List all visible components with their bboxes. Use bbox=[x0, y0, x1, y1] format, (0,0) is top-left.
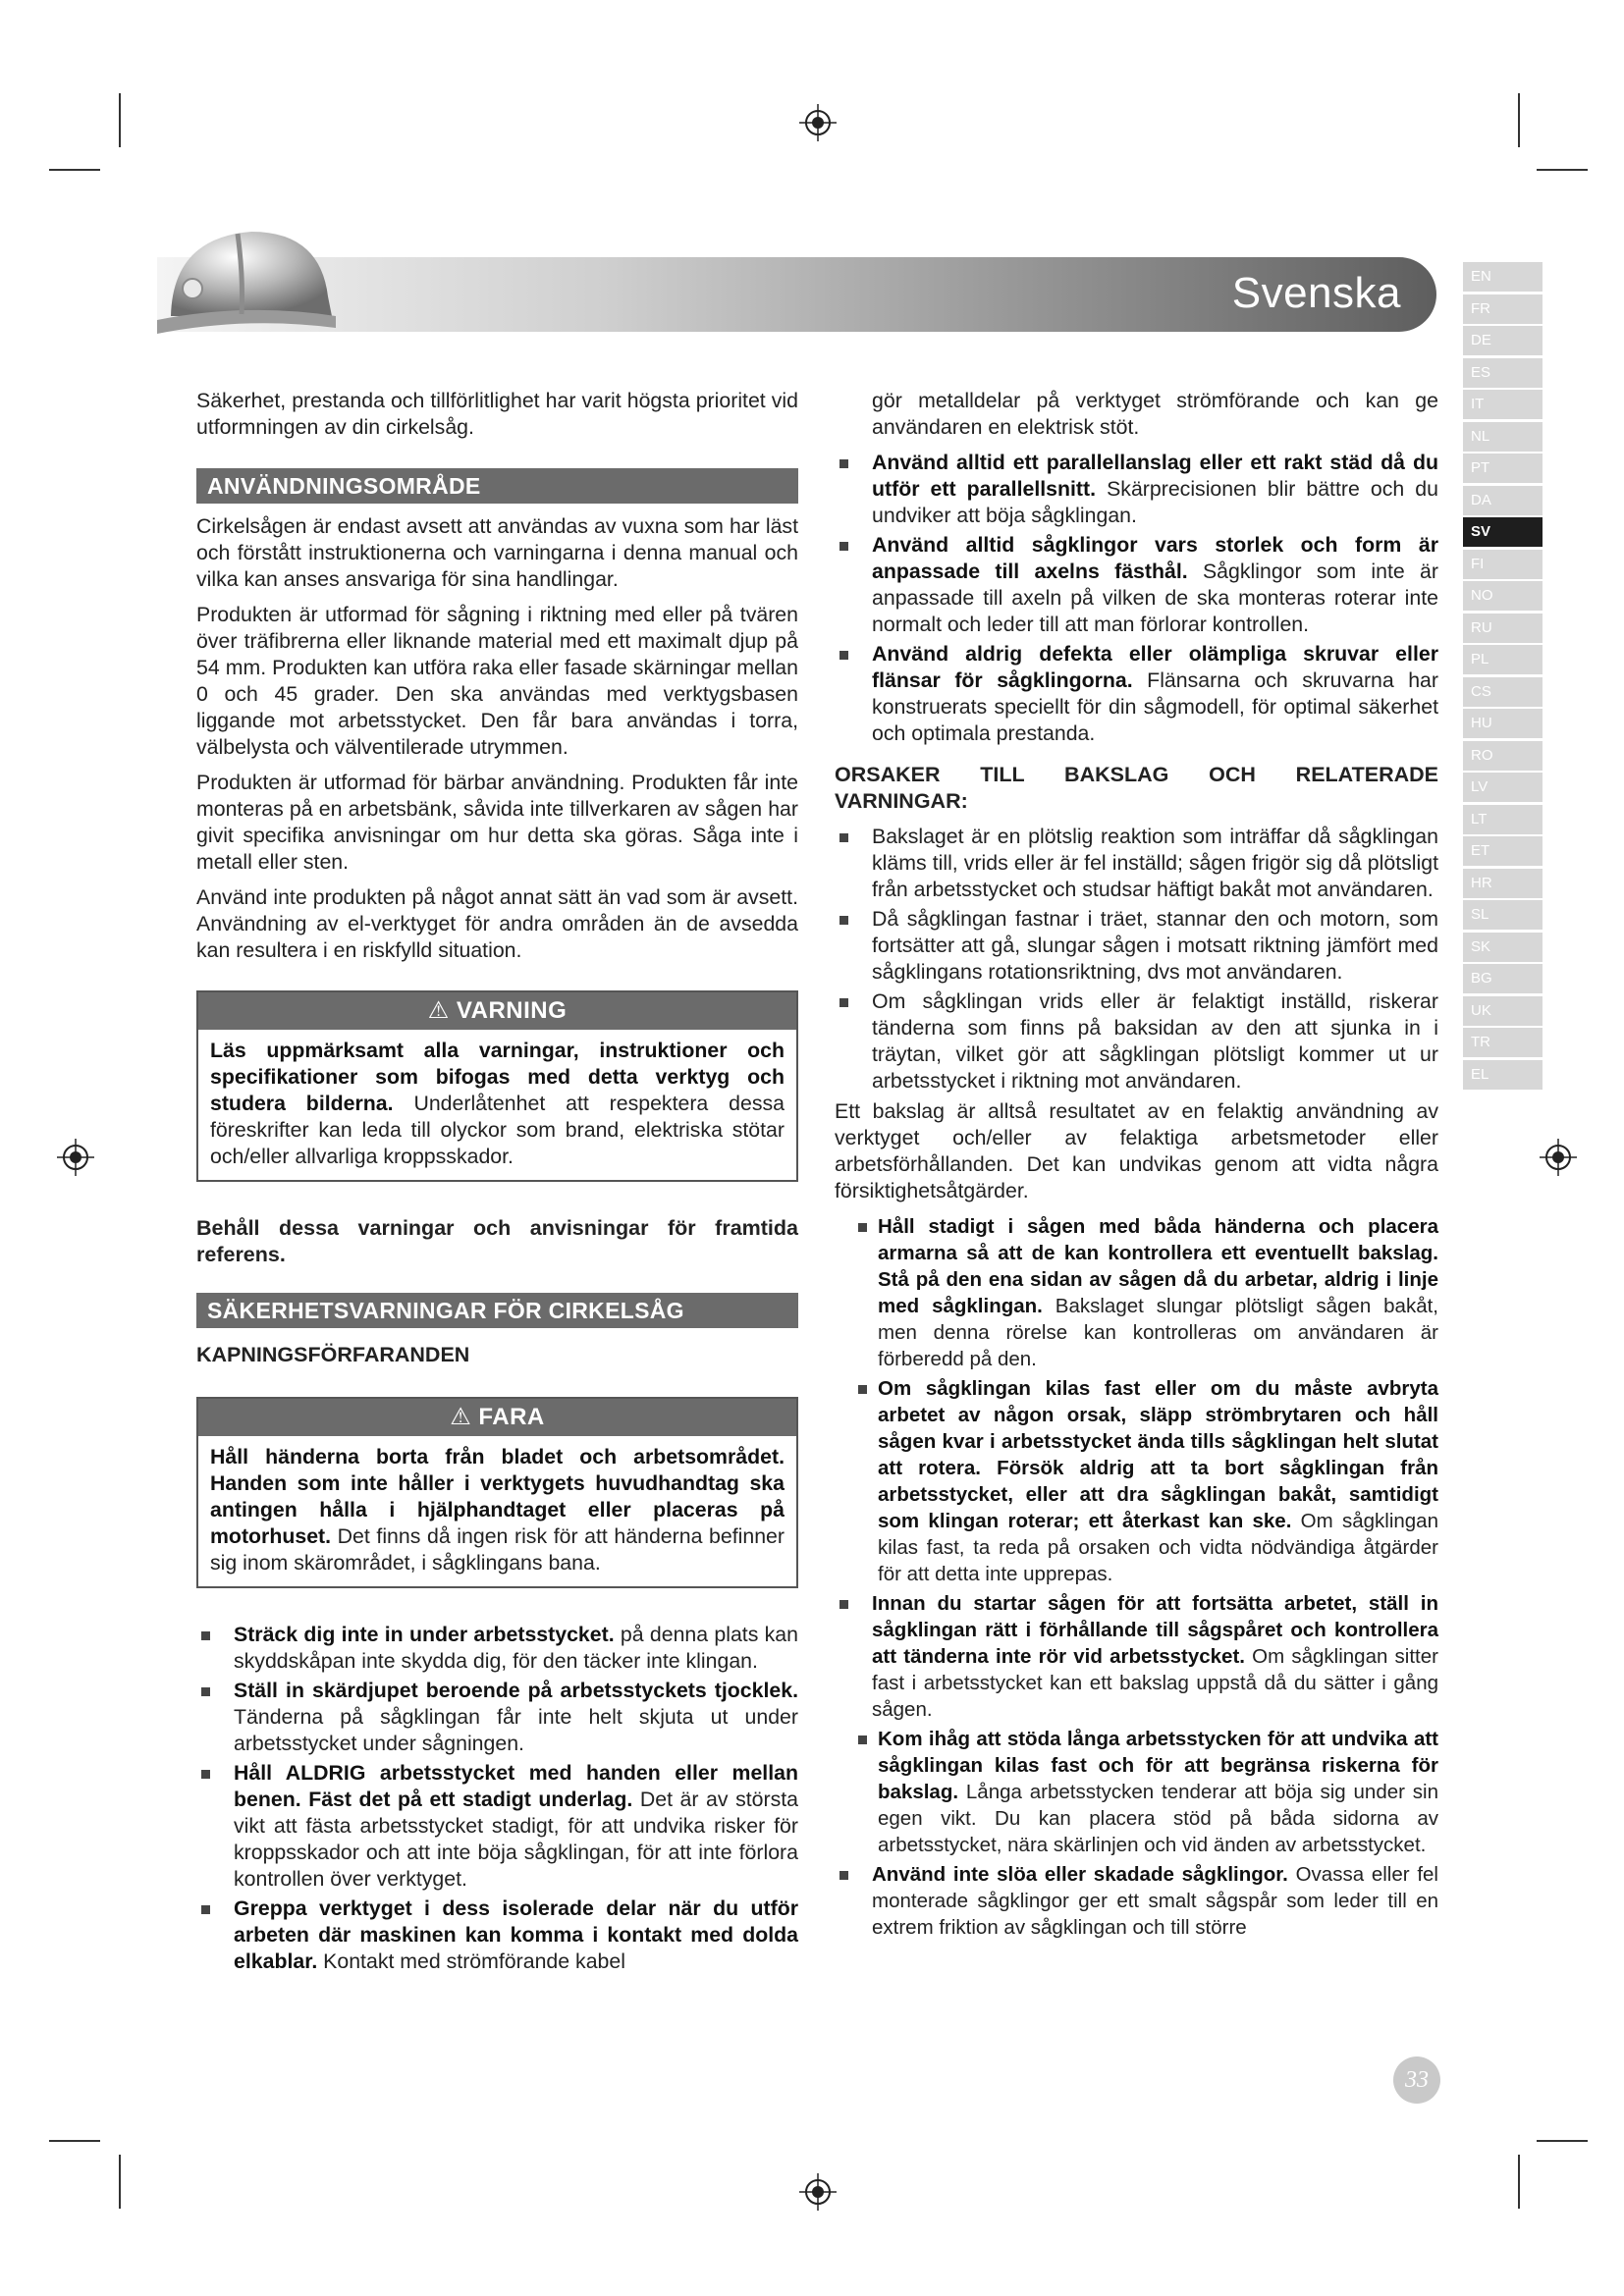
registration-mark-icon bbox=[799, 104, 837, 141]
warning-triangle-icon: ⚠ bbox=[427, 997, 457, 1024]
language-tab-fr[interactable]: FR bbox=[1460, 294, 1543, 324]
item-text: Om sågklingan kilas fast, ta reda på orsaken och vidta nödvändiga åtgärder för att detta inte upprepas. bbox=[878, 1510, 1438, 1585]
item-bold: Ställ in skärdjupet beroende på arbetsstyckets tjocklek. bbox=[234, 1679, 798, 1702]
registration-mark-icon bbox=[799, 2173, 837, 2211]
language-tab-sl[interactable]: SL bbox=[1460, 900, 1543, 930]
crop-mark bbox=[49, 2140, 100, 2142]
paragraph: gör metalldelar på verktyget strömförande och kan ge användaren en elektrisk stöt. bbox=[872, 389, 1438, 439]
language-tab-el[interactable]: EL bbox=[1460, 1060, 1543, 1090]
language-tab-et[interactable]: ET bbox=[1460, 836, 1543, 866]
language-tab-en[interactable]: EN bbox=[1460, 262, 1543, 292]
section-heading: SÄKERHETSVARNINGAR FÖR CIRKELSÅG bbox=[196, 1293, 798, 1328]
registration-mark-icon bbox=[1540, 1139, 1577, 1176]
item-bold: Sträck dig inte in under arbetsstycket. bbox=[234, 1623, 615, 1646]
registration-mark-icon bbox=[57, 1139, 94, 1176]
item-bold: Om sågklingan kilas fast eller om du måste avbryta arbetet av någon orsak, släpp strömbrytaren och håll sågen kvar i arbetsstycket ända tills sågklingan helt slutat att rotera. Försök aldrig att ta bort sågklingan från arbetsstycket, eller att dra sågklingan bakåt, samtidigt som klingan roterar; ett återkast kan ske. bbox=[878, 1377, 1438, 1532]
item-text: Skärprecisionen blir bättre och du undviker att böja sågklingan. bbox=[872, 477, 1438, 527]
right-column bbox=[835, 388, 1438, 1944]
item-text: Ovassa eller fel monterade sågklingor ger ett smalt sågspår som leder till en extrem friktion av sågklingan och till större bbox=[872, 1863, 1438, 1939]
item-bold: Kom ihåg att stöda långa arbetsstycken för att undvika att sågklingan kilas fast och för att begränsa riskerna för bakslag. bbox=[878, 1728, 1438, 1803]
language-tabs bbox=[1460, 262, 1543, 1092]
warning-triangle-icon: ⚠ bbox=[450, 1404, 479, 1430]
bullet-list bbox=[835, 1861, 1438, 1941]
paragraph: Använd inte produkten på något annat sätt än vad som är avsett. Användning av el-verktyget för andra områden än de avsedda kan resultera i en riskfylld situation. bbox=[196, 885, 798, 962]
bullet-list bbox=[196, 1622, 798, 1975]
danger-title: FARA bbox=[478, 1404, 545, 1430]
list-item bbox=[196, 1760, 798, 1893]
language-tab-ru[interactable]: RU bbox=[1460, 614, 1543, 643]
list-item bbox=[835, 532, 1438, 638]
list-item bbox=[835, 1590, 1438, 1723]
language-tab-tr[interactable]: TR bbox=[1460, 1028, 1543, 1057]
paragraph: Produkten är utformad för bärbar användning. Produkten får inte monteras på en arbetsbänk, såvida inte tillverkaren av sågen har givit specifika anvisningar om hur detta ska göras. Såga inte i metall eller sten. bbox=[196, 771, 798, 874]
danger-body: Det finns då ingen risk för att händerna befinner sig inom skärområdet, i sågklingans bana. bbox=[210, 1524, 785, 1575]
language-tab-pl[interactable]: PL bbox=[1460, 645, 1543, 674]
paragraph: Cirkelsågen är endast avsett att användas av vuxna som har läst och förstått instruktionerna och varningarna i denna manual och vilka kan anses ansvariga för sina handlingar. bbox=[196, 514, 798, 591]
crop-mark bbox=[119, 93, 121, 147]
item-text: Det är av största vikt att fästa arbetsstycket stadigt, för att undvika risker för kroppsskador och att inte böja sågklingan, för att inte förlora kontrollen över verktyget. bbox=[234, 1788, 799, 1891]
language-tab-nl[interactable]: NL bbox=[1460, 422, 1543, 452]
danger-text bbox=[198, 1436, 796, 1586]
item-text: Bakslaget slungar plötsligt sågen bakåt, men denna rörelse kan kontrolleras om användaren är förberedd på den. bbox=[878, 1295, 1438, 1370]
list-item bbox=[835, 1726, 1438, 1858]
language-tab-hr[interactable]: HR bbox=[1460, 869, 1543, 898]
subsection-heading: KAPNINGSFÖRFARANDEN bbox=[196, 1343, 470, 1366]
language-tab-uk[interactable]: UK bbox=[1460, 996, 1543, 1026]
language-header-bar bbox=[157, 257, 1436, 332]
item-bold: Håll stadigt i sågen med båda händerna och placera armarna så att de kan kontrollera ett eventuellt bakslag. Stå på den ena sidan av sågen då du arbetar, aldrig i linje med sågklingan. bbox=[878, 1215, 1438, 1317]
crop-mark bbox=[119, 2155, 121, 2209]
crop-mark bbox=[1537, 2140, 1588, 2142]
language-tab-cs[interactable]: CS bbox=[1460, 677, 1543, 707]
list-item bbox=[835, 1213, 1438, 1372]
bullet-list bbox=[835, 450, 1438, 747]
bullet-list bbox=[835, 824, 1438, 1095]
list-item bbox=[835, 1375, 1438, 1587]
language-tab-pt[interactable]: PT bbox=[1460, 454, 1543, 483]
language-tab-bg[interactable]: BG bbox=[1460, 964, 1543, 993]
language-tab-de[interactable]: DE bbox=[1460, 326, 1543, 355]
list-item bbox=[835, 450, 1438, 529]
crop-mark bbox=[1518, 93, 1520, 147]
danger-box bbox=[196, 1397, 798, 1588]
paragraph: Produkten är utformad för sågning i riktning med eller på tvären över träfibrerna eller liknande material med ett maximalt djup på 54 mm. Produkten kan utföra raka eller fasade skärningar mellan 0 och 45 grader. Den ska användas med verktygsbasen liggande mot arbetsstycket. Den får bara användas i torra, välbelysta och välventilerade utrymmen. bbox=[196, 603, 798, 759]
language-title: Svenska bbox=[1231, 269, 1401, 317]
keep-instructions: Behåll dessa varningar och anvisningar för framtida referens. bbox=[196, 1216, 798, 1266]
safety-helmet-icon bbox=[153, 218, 340, 346]
bullet-list bbox=[835, 1726, 1438, 1858]
language-tab-no[interactable]: NO bbox=[1460, 581, 1543, 611]
item-text: Kontakt med strömförande kabel bbox=[317, 1949, 625, 1973]
crop-mark bbox=[1537, 169, 1588, 171]
language-tab-sv[interactable]: SV bbox=[1460, 517, 1543, 547]
language-tab-lt[interactable]: LT bbox=[1460, 805, 1543, 834]
language-tab-lv[interactable]: LV bbox=[1460, 773, 1543, 802]
warning-heading bbox=[198, 992, 796, 1030]
language-tab-fi[interactable]: FI bbox=[1460, 550, 1543, 579]
crop-mark bbox=[49, 169, 100, 171]
bullet-list bbox=[835, 1590, 1438, 1723]
item-text: Flänsarna och skruvarna har konstruerats speciellt för din sågmodell, för optimal säkerhet och optimala prestanda. bbox=[872, 668, 1438, 745]
item-bold: Använd alltid ett parallellanslag eller ett rakt städ då du utför ett parallellsnitt. bbox=[872, 451, 1438, 501]
item-bold: Använd inte slöa eller skadade sågklingor. bbox=[872, 1863, 1288, 1886]
danger-heading bbox=[198, 1399, 796, 1436]
page-number: 33 bbox=[1393, 2056, 1440, 2104]
item-bold: Använd aldrig defekta eller olämpliga skruvar eller flänsar för sågklingorna. bbox=[872, 642, 1438, 692]
language-tab-ro[interactable]: RO bbox=[1460, 741, 1543, 771]
danger-bold: Håll händerna borta från bladet och arbetsområdet. Handen som inte håller i verktygets huvudhandtag ska antingen hålla i hjälphandtaget eller placeras på motorhuset. bbox=[210, 1445, 785, 1548]
language-tab-hu[interactable]: HU bbox=[1460, 709, 1543, 738]
list-item bbox=[196, 1896, 798, 1975]
left-column bbox=[196, 388, 798, 1978]
section-heading: ANVÄNDNINGSOMRÅDE bbox=[196, 468, 798, 504]
item-bold: Använd alltid sågklingor vars storlek och form är anpassade till axelns fästhål. bbox=[872, 533, 1438, 583]
list-item bbox=[835, 1861, 1438, 1941]
item-text: Sågklingor som inte är anpassade till axeln på vilken de ska monteras roterar inte normalt och leder till att man förlorar kontrollen. bbox=[872, 560, 1438, 636]
intro-paragraph: Säkerhet, prestanda och tillförlitlighet har varit högsta prioritet vid utformningen av din cirkelsåg. bbox=[196, 389, 798, 439]
item-text: Långa arbetsstycken tenderar att böja sig under sin egen vikt. Du kan placera stöd på båda sidorna av arbetsstycket, nära skärlinjen och vid änden av arbetsstycket. bbox=[878, 1781, 1438, 1856]
bullet-list bbox=[835, 1213, 1438, 1587]
warning-body: Underlåtenhet att respektera dessa föreskrifter kan leda till olyckor som brand, elektriska stötar och/eller allvarliga kroppsskador. bbox=[210, 1092, 785, 1168]
warning-bold: Läs uppmärksamt alla varningar, instruktioner och specifikationer som bifogas med detta verktyg och studera bilderna. bbox=[210, 1039, 785, 1115]
list-item bbox=[196, 1622, 798, 1675]
list-item bbox=[196, 1678, 798, 1757]
item-bold: Innan du startar sågen för att fortsätta arbetet, ställ in sågklingan rätt i förhållande till sågspåret och kontrollera att tänderna inte rör vid arbetsstycket. bbox=[872, 1592, 1438, 1668]
paragraph: Ett bakslag är alltså resultatet av en felaktig användning av verktyget och/eller av felaktiga arbetsmetoder eller arbetsförhållanden. Det kan undvikas genom att vidta några försiktighetsåtgärder. bbox=[835, 1099, 1438, 1202]
language-tab-it[interactable]: IT bbox=[1460, 390, 1543, 419]
list-item: Då sågklingan fastnar i träet, stannar den och motorn, som fortsätter att gå, slungar sågen i motsatt riktning jämfört med sågklingans rotationsriktning, dvs mot användaren. bbox=[835, 906, 1438, 986]
language-tab-es[interactable]: ES bbox=[1460, 358, 1543, 388]
language-tab-da[interactable]: DA bbox=[1460, 486, 1543, 515]
item-text: på denna plats kan skyddskåpan inte skydda dig, för den täcker inte klingan. bbox=[234, 1623, 798, 1673]
item-bold: Greppa verktyget i dess isolerade delar när du utför arbeten där maskinen kan komma i kontakt med dolda elkablar. bbox=[234, 1896, 798, 1973]
subsection-heading: ORSAKER TILL BAKSLAG OCH RELATERADE VARNINGAR: bbox=[835, 763, 1438, 813]
list-item: Om sågklingan vrids eller är felaktigt inställd, riskerar tänderna som finns på baksidan av den att sjunka in i träytan, vilket gör att sågklingan plötsligt kommer ut ur arbetsstycket i riktning mot användaren. bbox=[835, 988, 1438, 1095]
warning-title: VARNING bbox=[456, 997, 568, 1024]
item-text: Tänderna på sågklingan får inte helt skjuta ut under arbetsstycket under sågningen. bbox=[234, 1705, 798, 1755]
item-text: Om sågklingan sitter fast i arbetsstycket kan ett bakslag uppstå då du sätter i gång sågen. bbox=[872, 1645, 1438, 1721]
language-tab-sk[interactable]: SK bbox=[1460, 933, 1543, 962]
list-item bbox=[835, 641, 1438, 747]
warning-box bbox=[196, 990, 798, 1182]
item-bold: Håll ALDRIG arbetsstycket med handen eller mellan benen. Fäst det på ett stadigt underlag. bbox=[234, 1761, 798, 1811]
warning-text bbox=[198, 1030, 796, 1180]
list-item: Bakslaget är en plötslig reaktion som inträffar då sågklingan kläms till, vrids eller är fel inställd; sågen frigör sig då plötsligt från arbetsstycket och studsar häftigt bakåt mot användaren. bbox=[835, 824, 1438, 903]
crop-mark bbox=[1518, 2155, 1520, 2209]
